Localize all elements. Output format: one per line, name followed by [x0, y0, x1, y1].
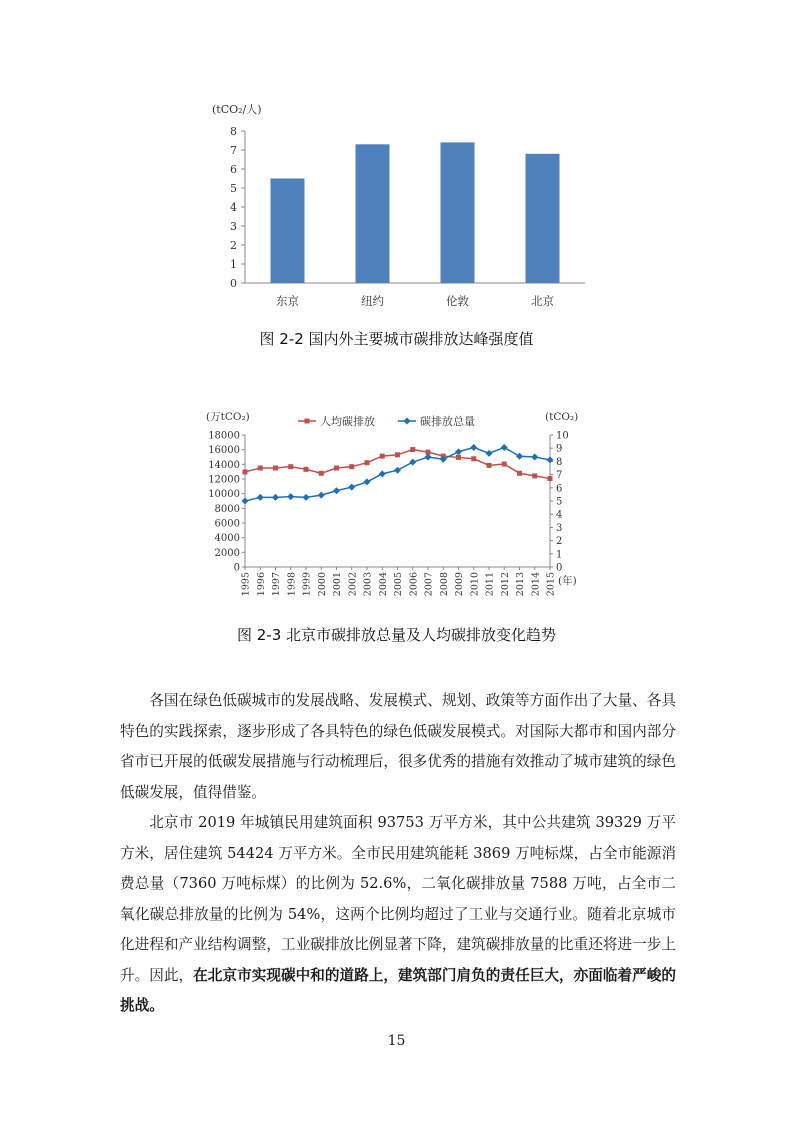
data-point-碳排放总量-1996	[257, 494, 264, 501]
bar-chart-peak-intensity	[200, 95, 600, 320]
data-point-人均碳排放-2004	[380, 454, 385, 459]
x-tick-label: 2015	[545, 572, 557, 597]
data-point-人均碳排放-2010	[471, 456, 476, 461]
x-tick-label: 2000	[316, 572, 328, 597]
y-tick-label: 0	[230, 277, 237, 290]
y-tick-label: 3	[230, 220, 237, 233]
data-point-碳排放总量-2014	[531, 454, 538, 461]
right-tick-label: 1	[556, 549, 563, 561]
right-tick-label: 9	[556, 443, 563, 455]
y-tick-label: 2	[230, 239, 237, 252]
data-point-人均碳排放-1997	[273, 466, 278, 471]
x-tick-label: 东京	[276, 294, 299, 308]
data-point-碳排放总量-2012	[501, 444, 508, 451]
data-point-碳排放总量-2011	[486, 450, 493, 457]
data-point-碳排放总量-2010	[470, 444, 477, 451]
x-tick-label: 2003	[362, 572, 374, 597]
paragraph-2-text: 北京市 2019 年城镇民用建筑面积 93753 万平方米，其中公共建筑 39329 万平方米，居住建筑 54424 万平方米。全市民用建筑能耗 3869 万吨标煤，占全市能源消费总量（7360 万吨标煤）的比例为 52.6%，二氧化碳排放量 7588 万吨，占全市二氧化碳总排放量的比例为 54%，这两个比例均超过了工业与交通行业。随着北京城市化进程和产业结构调整，工业碳排放比例显著下降，建筑碳排放量的比重还将进一步上升。因此，	[120, 814, 676, 984]
paragraph-2-bold-ending: 在北京市实现碳中和的道路上，建筑部门肩负的责任巨大，亦面临着严峻的挑战。	[120, 966, 676, 1014]
data-point-碳排放总量-2001	[333, 487, 340, 494]
bar-纽约	[356, 144, 390, 283]
left-tick-label: 16000	[208, 445, 240, 457]
x-tick-label: 2014	[530, 572, 542, 597]
legend-marker-人均碳排放	[305, 419, 310, 424]
x-tick-label: 纽约	[361, 294, 384, 308]
right-tick-label: 5	[556, 496, 563, 508]
left-tick-label: 4000	[214, 533, 240, 545]
data-point-碳排放总量-2015	[547, 456, 554, 463]
data-point-碳排放总量-1999	[303, 494, 310, 501]
y-axis-label: (tCO₂/人)	[212, 103, 262, 116]
data-point-人均碳排放-1998	[288, 464, 293, 469]
y-tick-label: 4	[230, 201, 237, 214]
legend-label-碳排放总量: 碳排放总量	[420, 415, 475, 428]
paragraph-1: 各国在绿色低碳城市的发展战略、发展模式、规划、政策等方面作出了大量、各具特色的实践探索，逐步形成了各具特色的绿色低碳发展模式。对国际大都市和国内部分省市已开展的低碳发展措施与行动梳理后，很多优秀的措施有效推动了城市建筑的绿色低碳发展，值得借鉴。	[120, 692, 676, 801]
data-point-人均碳排放-2003	[365, 460, 370, 465]
right-tick-label: 4	[556, 509, 563, 521]
x-tick-label: 1996	[255, 572, 267, 597]
y-tick-label: 1	[230, 258, 237, 271]
right-tick-label: 2	[556, 536, 563, 548]
x-tick-label: 2009	[454, 572, 465, 597]
data-point-人均碳排放-2000	[319, 471, 324, 476]
figure-2-2-caption: 图 2-2 国内外主要城市碳排放达峰强度值	[259, 330, 534, 348]
data-point-碳排放总量-2000	[318, 492, 325, 499]
y-tick-label: 5	[230, 182, 237, 195]
figure-2-3-caption: 图 2-3 北京市碳排放总量及人均碳排放变化趋势	[236, 626, 557, 644]
x-tick-label: 2012	[499, 572, 511, 597]
left-tick-label: 12000	[208, 474, 240, 486]
x-tick-label: 2013	[515, 572, 526, 597]
data-point-人均碳排放-2012	[502, 462, 507, 467]
data-point-碳排放总量-2009	[455, 448, 462, 455]
data-point-碳排放总量-1997	[272, 494, 279, 501]
data-point-人均碳排放-2006	[410, 447, 415, 452]
left-tick-label: 0	[233, 562, 240, 574]
right-axis-label: (tCO₂)	[545, 411, 579, 423]
data-point-碳排放总量-1998	[287, 493, 294, 500]
left-tick-label: 10000	[208, 489, 240, 501]
x-tick-label: 伦敦	[446, 294, 469, 308]
x-tick-label: 1995	[240, 572, 252, 597]
data-point-人均碳排放-1999	[304, 467, 309, 472]
x-tick-label: 2007	[423, 572, 435, 597]
left-tick-label: 8000	[214, 503, 240, 515]
x-tick-label: 2004	[377, 572, 389, 597]
line-chart-beijing-emissions	[200, 405, 600, 615]
paragraph-2	[120, 808, 676, 1022]
body-text	[120, 686, 676, 1022]
x-tick-label: 2001	[332, 572, 343, 597]
right-tick-label: 6	[556, 483, 563, 495]
x-tick-label: 1998	[286, 572, 298, 597]
x-tick-label: 2011	[484, 572, 496, 597]
x-tick-label: 2008	[438, 572, 450, 597]
bar-伦敦	[441, 142, 475, 283]
data-point-人均碳排放-2015	[548, 476, 553, 481]
data-point-人均碳排放-1995	[243, 469, 248, 474]
left-tick-label: 18000	[208, 430, 240, 442]
legend-label-人均碳排放: 人均碳排放	[320, 415, 375, 428]
x-tick-label: 1997	[271, 572, 282, 597]
legend-marker-碳排放总量	[404, 418, 411, 425]
y-tick-label: 7	[230, 144, 237, 157]
page-number: 15	[387, 1033, 406, 1049]
right-tick-label: 3	[556, 522, 563, 534]
bar-北京	[526, 154, 560, 283]
data-point-碳排放总量-2004	[379, 470, 386, 477]
right-tick-label: 8	[556, 456, 563, 468]
x-tick-label: 2006	[408, 572, 420, 597]
right-tick-label: 0	[556, 562, 563, 574]
y-tick-label: 6	[230, 163, 237, 176]
x-tick-label: 2005	[393, 572, 404, 597]
x-axis-unit: (年)	[558, 575, 577, 587]
data-point-人均碳排放-2014	[532, 473, 537, 478]
left-tick-label: 6000	[214, 518, 240, 530]
left-tick-label: 14000	[208, 459, 240, 471]
left-tick-label: 2000	[214, 547, 240, 559]
x-tick-label: 1999	[301, 572, 313, 597]
x-tick-label: 2010	[469, 572, 481, 597]
x-tick-label: 2002	[347, 572, 359, 597]
data-point-人均碳排放-1996	[258, 466, 263, 471]
left-axis-label: (万tCO₂)	[206, 411, 250, 423]
data-point-人均碳排放-2013	[517, 471, 522, 476]
data-point-碳排放总量-2002	[348, 484, 355, 491]
data-point-碳排放总量-1995	[242, 498, 249, 505]
data-point-人均碳排放-2005	[395, 452, 400, 457]
data-point-碳排放总量-2013	[516, 453, 523, 460]
data-point-人均碳排放-2009	[456, 455, 461, 460]
x-tick-label: 北京	[531, 294, 554, 308]
right-tick-label: 10	[556, 430, 569, 442]
bar-东京	[271, 179, 305, 284]
data-point-碳排放总量-2005	[394, 467, 401, 474]
data-point-人均碳排放-2002	[349, 464, 354, 469]
data-point-碳排放总量-2003	[364, 478, 371, 485]
y-tick-label: 8	[230, 125, 237, 138]
data-point-碳排放总量-2006	[409, 459, 416, 466]
data-point-人均碳排放-2011	[487, 463, 492, 468]
right-tick-label: 7	[556, 470, 563, 482]
data-point-人均碳排放-2001	[334, 466, 339, 471]
